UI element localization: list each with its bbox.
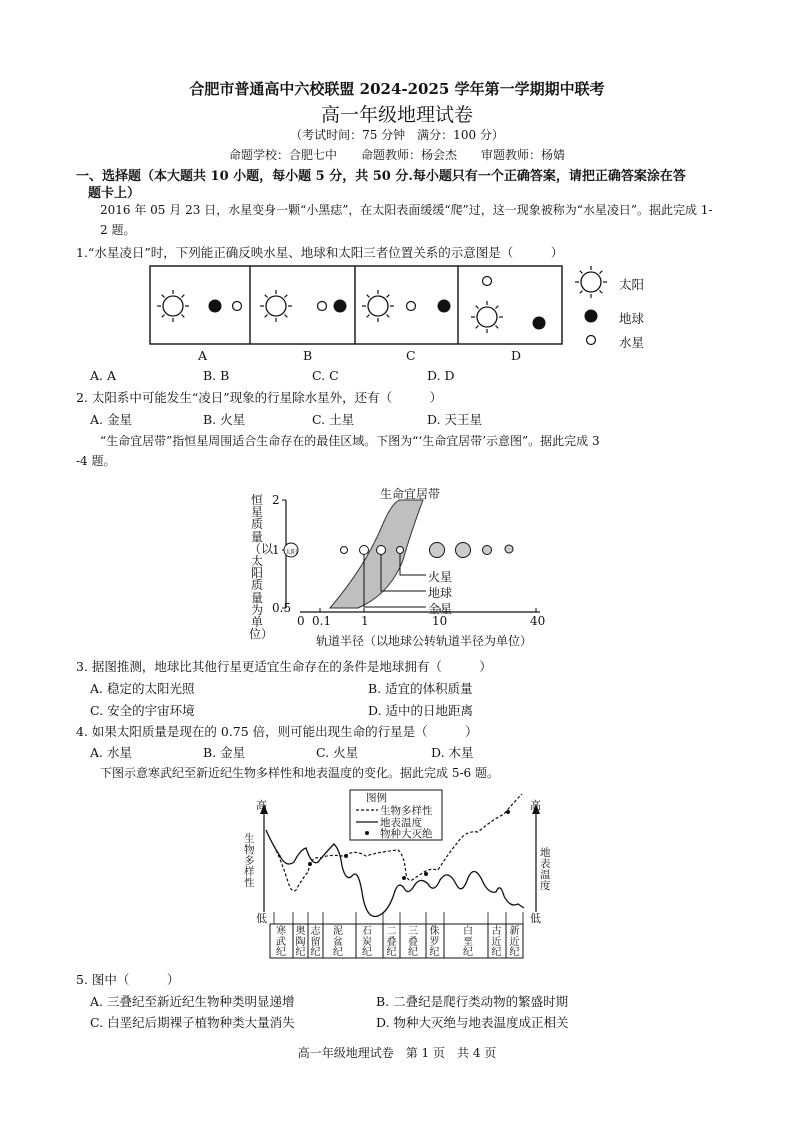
period-paleogene: 古近纪: [491, 926, 502, 958]
period-triassic: 三叠纪: [408, 926, 418, 958]
legend-mercury-icon: [587, 336, 596, 345]
staff-info: 命题学校：合肥七中 命题教师：杨会杰 审题教师：杨婧: [228, 148, 565, 162]
q1-option-c[interactable]: C. C: [312, 368, 339, 383]
q4-option-b[interactable]: B. 金星: [203, 745, 246, 760]
panel-c-earth: [438, 300, 451, 313]
legend-title: 图例: [366, 792, 387, 804]
right-axis-label: 地表温度: [540, 847, 551, 892]
right-high: 高: [530, 799, 541, 812]
planet-venus: [360, 546, 369, 555]
q1-stem: 1.“水星凌日”时，下列能正确反映水星、地球和太阳三者位置关系的示意图是（ ）: [76, 245, 564, 260]
right-low: 低: [530, 912, 541, 925]
q5-option-a[interactable]: A. 三叠纪至新近纪生物种类明显递增: [90, 994, 295, 1009]
panel-label-b: B: [303, 348, 313, 363]
q4-option-d[interactable]: D. 木星: [431, 745, 474, 760]
q3-option-b[interactable]: B. 适宜的体积质量: [368, 681, 473, 696]
planet-saturn: [456, 543, 471, 558]
panel-c-sun: [362, 290, 394, 322]
intro-3-4-line1: “生命宜居带”指恒星周围适合生命存在的最佳区域。下图为“‘生命宜居带’示意图”。据此完成 3: [100, 434, 600, 448]
q1-option-a[interactable]: A. A: [90, 368, 117, 383]
intro-3-4-line2: -4 题。: [76, 454, 116, 468]
q1-diagram: [148, 264, 668, 348]
page-footer: 高一年级地理试卷 第 1 页 共 4 页: [297, 1046, 497, 1060]
planet-jupiter: [430, 543, 445, 558]
period-neogene: 新近纪: [509, 926, 520, 958]
q1-option-b[interactable]: B. B: [203, 368, 230, 383]
q2-option-d[interactable]: D. 天王星: [427, 412, 483, 427]
period-cretaceous: 白垩纪: [463, 926, 473, 958]
q5-option-d[interactable]: D. 物种大灭绝与地表温度成正相关: [376, 1015, 569, 1030]
extinction-marker: [506, 810, 510, 814]
panel-b-earth: [334, 300, 347, 313]
extinction-marker: [308, 862, 312, 866]
legend-extinction: 物种大灭绝: [380, 828, 433, 840]
q5-option-c[interactable]: C. 白垩纪后期裸子植物种类大量消失: [90, 1015, 295, 1030]
exam-subtitle: 高一年级地理试卷: [320, 104, 473, 126]
panel-a-mercury: [233, 302, 242, 311]
planet-earth: [377, 546, 386, 555]
q1-option-d[interactable]: D. D: [427, 368, 455, 383]
panel-a-sun: [157, 290, 189, 322]
left-high: 高: [256, 799, 267, 812]
panel-label-d: D: [511, 348, 522, 363]
q3-option-c[interactable]: C. 安全的宇宙环境: [90, 703, 195, 718]
left-axis-label: 生物多样性: [244, 833, 255, 889]
intro-5-6: 下图示意寒武纪至新近纪生物多样性和地表温度的变化。据此完成 5-6 题。: [100, 766, 499, 780]
q3-option-d[interactable]: D. 适中的日地距离: [368, 703, 474, 718]
panel-a-earth: [209, 300, 222, 313]
legend-biodiversity: 生物多样性: [380, 805, 433, 817]
q3-stem: 3. 据图推测，地球比其他行星更适宜生命存在的条件是地球拥有（ ）: [76, 659, 492, 674]
label-mars: 火星: [428, 570, 453, 584]
planet-uranus: [483, 546, 492, 555]
temperature-line: [266, 830, 524, 917]
extinction-marker: [424, 872, 428, 876]
legend-mercury: 水星: [619, 335, 645, 350]
period-permian: 二叠纪: [386, 926, 397, 958]
hz-xtick-1: 1: [361, 614, 369, 628]
q2-option-a[interactable]: A. 金星: [90, 412, 132, 427]
q2-option-b[interactable]: B. 火星: [203, 412, 246, 427]
hz-ytick-05: 0.5: [272, 601, 292, 615]
hz-x-label: 轨道半径（以地球公转轨道半径为单位）: [316, 634, 533, 648]
sun-marker-label: 太阳: [285, 549, 298, 556]
panel-b-sun: [260, 290, 292, 322]
legend-earth-icon: [585, 310, 598, 323]
period-silurian: 志留纪: [310, 926, 321, 958]
label-venus: 金星: [428, 602, 453, 616]
habitable-zone-chart: [240, 482, 560, 654]
habitable-band: [330, 500, 423, 608]
q4-stem: 4. 如果太阳质量是现在的 0.75 倍，则可能出现生命的行星是（ ）: [76, 724, 478, 739]
hz-xtick-10: 10: [432, 614, 448, 628]
q2-stem: 2. 太阳系中可能发生“凌日”现象的行星除水星外，还有（ ）: [76, 390, 443, 405]
extinction-marker: [402, 876, 406, 880]
hz-xtick-01: 0.1: [312, 614, 332, 628]
left-low: 低: [256, 912, 267, 925]
q5-stem: 5. 图中（ ）: [76, 972, 180, 987]
legend-earth: 地球: [619, 311, 645, 326]
hz-xtick-0: 0: [297, 614, 305, 628]
intro-1-2: 2016 年 05 月 23 日，水星变身一颗“小黑痣”，在太阳表面缓缓“爬”过，这一现象被称为“水星凌日”。据此完成 1-2 题。: [100, 203, 713, 237]
q3-option-a[interactable]: A. 稳定的太阳光照: [90, 681, 195, 696]
legend-sun-icon: [575, 266, 607, 298]
period-jurassic: 侏罗纪: [429, 926, 440, 958]
hz-band-label: 生命宜居带: [380, 487, 441, 501]
section-heading: 一、选择题（本大题共 10 小题，每小题 5 分，共 50 分.每小题只有一个正确答案，请把正确答案涂在答: [76, 169, 686, 184]
period-carboniferous: 石炭纪: [362, 926, 372, 958]
period-cambrian: 寒武纪: [276, 926, 286, 958]
panel-label-c: C: [406, 348, 416, 363]
section-heading-cont: 题卡上）: [88, 186, 141, 201]
panel-d-mercury: [483, 277, 492, 286]
panel-label-a: A: [198, 348, 208, 363]
planet-mars: [397, 547, 404, 554]
panel-b-mercury: [318, 302, 327, 311]
panel-d-earth: [533, 317, 546, 330]
hz-ytick-1: 1: [272, 543, 280, 557]
panel-d-sun: [471, 301, 503, 333]
hz-xtick-40: 40: [530, 614, 546, 628]
q5-option-b[interactable]: B. 二叠纪是爬行类动物的繁盛时期: [376, 994, 569, 1009]
planet-mercury: [341, 547, 348, 554]
hz-y-label: 恒星质量（以太阳质量为单位）: [249, 493, 274, 642]
planet-neptune: [505, 545, 513, 553]
exam-info: （考试时间：75 分钟 满分：100 分）: [290, 128, 504, 142]
period-ordovician: 奥陶纪: [295, 926, 306, 958]
q2-option-c[interactable]: C. 土星: [312, 412, 355, 427]
legend-sun: 太阳: [619, 277, 645, 292]
q4-option-a[interactable]: A. 水星: [90, 745, 132, 760]
period-devonian: 泥盆纪: [333, 926, 343, 958]
q4-option-c[interactable]: C. 火星: [316, 745, 359, 760]
legend-extinction-swatch: [365, 831, 369, 835]
panel-c-mercury: [407, 302, 416, 311]
legend-temperature: 地表温度: [380, 817, 422, 829]
label-earth: 地球: [428, 586, 453, 600]
exam-title: 合肥市普通高中六校联盟 2024-2025 学年第一学期期中联考: [189, 80, 605, 98]
extinction-marker: [344, 854, 348, 858]
hz-ytick-2: 2: [272, 493, 280, 507]
